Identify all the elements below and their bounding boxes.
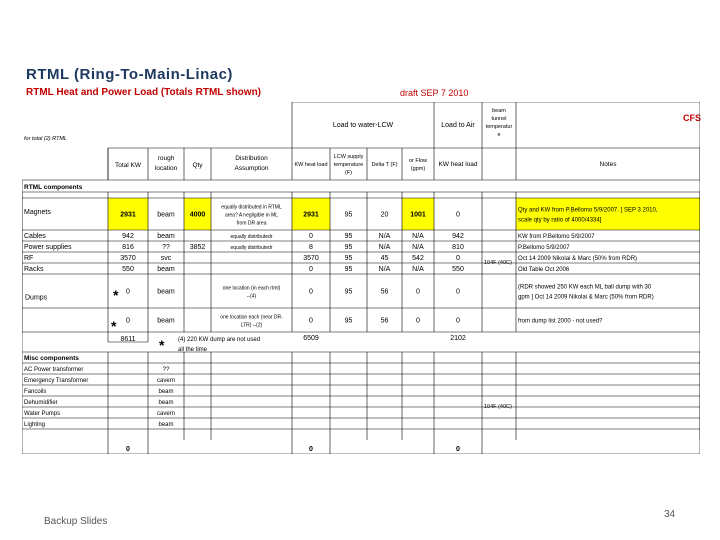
lcw-value: 95 xyxy=(344,255,353,262)
misc-total-air: 0 xyxy=(456,446,460,453)
row-name: Magnets xyxy=(24,209,51,216)
col-delta-t: Delta T (F) xyxy=(371,162,398,168)
flow-value: 0 xyxy=(416,317,420,325)
col-notes: Notes xyxy=(599,161,617,168)
col-qty: Qty xyxy=(192,162,203,169)
col-distribution: Assumption xyxy=(234,165,269,172)
total-kw-value: 0 xyxy=(126,288,130,296)
location-value: beam xyxy=(157,233,175,240)
col-flow: or Flow xyxy=(408,158,428,164)
location-value: ?? xyxy=(162,244,170,251)
tunnel-temp-note: 104F (40C) xyxy=(484,260,512,266)
distribution-value: from DR area xyxy=(236,220,267,227)
lcw-value: 95 xyxy=(344,211,353,219)
lcw-value: 95 xyxy=(344,288,353,296)
air-load-value: 0 xyxy=(456,317,460,325)
location-value: beam xyxy=(157,266,175,273)
air-load-value: 810 xyxy=(452,244,464,251)
misc-row-name: Fancoils xyxy=(24,389,47,395)
misc-location: cavern xyxy=(156,378,176,384)
rtml-section-label: RTML components xyxy=(24,184,83,191)
misc-total-kw-heat: 0 xyxy=(309,446,313,453)
delta-t-value: N/A xyxy=(378,244,391,251)
col-flow: (gpm) xyxy=(410,166,426,172)
lcw-value: 95 xyxy=(344,244,353,251)
distribution-value: equally distributedr xyxy=(230,245,273,251)
kw-heat-value: 2931 xyxy=(303,211,319,219)
misc-section-label: Misc components xyxy=(24,355,79,362)
kw-heat-value: 0 xyxy=(309,233,313,240)
flow-value: 542 xyxy=(412,255,424,262)
totals-note: (4) 220 KW dump are not used xyxy=(178,337,261,343)
distribution-value: one location each (near DR- xyxy=(220,314,283,321)
delta-t-value: N/A xyxy=(378,233,391,240)
air-load-value: 0 xyxy=(456,288,460,296)
row-name: RF xyxy=(24,255,34,262)
total-kw-value: 0 xyxy=(126,317,130,325)
page-number: 34 xyxy=(664,509,676,520)
total-kw-value: 942 xyxy=(122,233,134,240)
location-value: beam xyxy=(157,317,175,325)
distribution-value: equally distributed in RTML xyxy=(221,204,282,211)
air-load-value: 942 xyxy=(452,233,464,240)
totals-note: all the time xyxy=(178,347,208,353)
star-marker: * xyxy=(111,318,117,334)
col-lcw-supply: temperature xyxy=(333,162,364,168)
air-load-value: 0 xyxy=(456,211,460,219)
cfs-label: CFS xyxy=(683,113,701,123)
note-value: Qty and KW from P.Bellomo 5/9/2007. [ SEP 3 2010, xyxy=(518,207,658,214)
total-kw-value: 816 xyxy=(122,244,134,251)
kw-heat-value: 0 xyxy=(309,266,313,273)
footer-label: Backup Slides xyxy=(44,516,108,527)
note-value: P.Bellomo 5/9/2007 xyxy=(518,245,570,251)
table-subtitle: RTML Heat and Power Load (Totals RTML shown) xyxy=(26,87,262,98)
totals-total-kw: 8611 xyxy=(120,336,136,343)
note-value: from dump list 2000 - not used? xyxy=(518,318,603,325)
note-value: gpm ] Oct 14 2009 Nikolai & Marc (50% from RDR) xyxy=(518,294,654,301)
flow-value: N/A xyxy=(412,266,424,273)
star-marker: * xyxy=(159,337,165,353)
flow-value: 0 xyxy=(416,288,420,296)
misc-row-name: Dehumidifier xyxy=(24,400,58,406)
air-load-value: 550 xyxy=(452,266,464,273)
location-value: svc xyxy=(160,255,172,262)
col-lcw-supply: (F) xyxy=(344,170,353,176)
kw-heat-value: 8 xyxy=(309,244,313,251)
note-value: scale qty by ratio of 4000/4334] xyxy=(518,217,602,224)
air-load-value: 0 xyxy=(456,255,460,262)
lcw-value: 95 xyxy=(344,317,353,325)
kw-heat-value: 0 xyxy=(309,317,313,325)
location-value: beam xyxy=(157,288,175,296)
lcw-value: 95 xyxy=(344,266,353,273)
misc-location: beam xyxy=(158,422,174,428)
highlight-notes xyxy=(516,198,700,230)
distribution-value: LTR) --(2) xyxy=(240,322,263,329)
for-total-note: for total (2) RTML xyxy=(24,136,67,142)
misc-location: beam xyxy=(158,400,174,406)
total-kw-value: 550 xyxy=(122,266,134,273)
note-value: KW from P.Bellomo 5/9/2007 xyxy=(518,234,595,240)
kw-heat-value: 0 xyxy=(309,288,313,296)
qty-value: 3852 xyxy=(189,244,206,251)
totals-air: 2102 xyxy=(450,335,466,342)
misc-location: ?? xyxy=(162,367,170,373)
col-distribution: Distribution xyxy=(235,155,268,162)
tunnel-temp-note: 104F (40C) xyxy=(484,404,512,410)
misc-row-name: Lighting xyxy=(24,422,46,428)
row-name: Cables xyxy=(24,233,46,240)
beam-tunnel-header: e xyxy=(497,132,501,138)
row-name: Racks xyxy=(24,266,44,273)
location-value: beam xyxy=(157,211,175,219)
distribution-value: one location (in each rtml) xyxy=(222,285,281,292)
row-name: Power supplies xyxy=(24,244,72,251)
misc-location: beam xyxy=(158,389,174,395)
heat-load-table xyxy=(22,102,700,454)
qty-value: 4000 xyxy=(189,211,206,219)
note-value: (RDR showed 250 KW each ML ball dump with 30 xyxy=(518,284,652,291)
delta-t-value: 45 xyxy=(380,255,389,262)
totals-kw-heat: 6509 xyxy=(303,335,319,342)
delta-t-value: 56 xyxy=(380,317,389,325)
beam-tunnel-header: temperatur xyxy=(485,124,513,130)
total-kw-value: 2931 xyxy=(120,211,136,219)
lcw-value: 95 xyxy=(344,233,353,240)
beam-tunnel-header: beam xyxy=(492,108,506,114)
load-to-air-header: Load to Air xyxy=(441,122,475,129)
misc-total-kw: 0 xyxy=(126,446,130,453)
col-lcw-supply: LCW supply xyxy=(333,154,364,160)
delta-t-value: 56 xyxy=(380,288,389,296)
delta-t-value: N/A xyxy=(378,266,391,273)
misc-row-name: Emergency Transformer xyxy=(24,378,89,384)
misc-row-name: Water Pumps xyxy=(24,411,61,417)
star-marker: * xyxy=(113,287,119,303)
slide-title: RTML (Ring-To-Main-Linac) xyxy=(26,66,233,83)
note-value: Oct 14 2009 Nikolai & Marc (50% from RDR) xyxy=(518,256,638,262)
col-rough-location: location xyxy=(154,165,178,172)
distribution-value: area? A negligible in ML xyxy=(224,212,279,219)
draft-date: draft SEP 7 2010 xyxy=(400,88,469,98)
note-value: Old Table Oct 2006 xyxy=(518,267,570,273)
row-name: Dumps xyxy=(25,294,48,302)
flow-value: N/A xyxy=(412,233,424,240)
misc-row-name: AC Power transformer xyxy=(24,367,84,373)
col-kw-heat-load: KW heat load xyxy=(294,162,328,168)
load-to-water-header: Load to water-LCW xyxy=(332,122,394,129)
delta-t-value: 20 xyxy=(380,211,389,219)
col-total-kw: Total KW xyxy=(114,162,142,169)
col-kw-heat-load-air: KW heat load xyxy=(438,161,478,168)
kw-heat-value: 3570 xyxy=(303,255,319,262)
total-kw-value: 3570 xyxy=(120,255,136,262)
distribution-value: equally distributedr xyxy=(230,234,273,240)
flow-value: N/A xyxy=(412,244,424,251)
col-rough-location: rough xyxy=(157,155,175,162)
beam-tunnel-header: tunnel xyxy=(491,116,507,122)
distribution-value: --(4) xyxy=(246,293,257,300)
flow-value: 1001 xyxy=(410,211,426,219)
misc-location: cavern xyxy=(156,411,176,417)
